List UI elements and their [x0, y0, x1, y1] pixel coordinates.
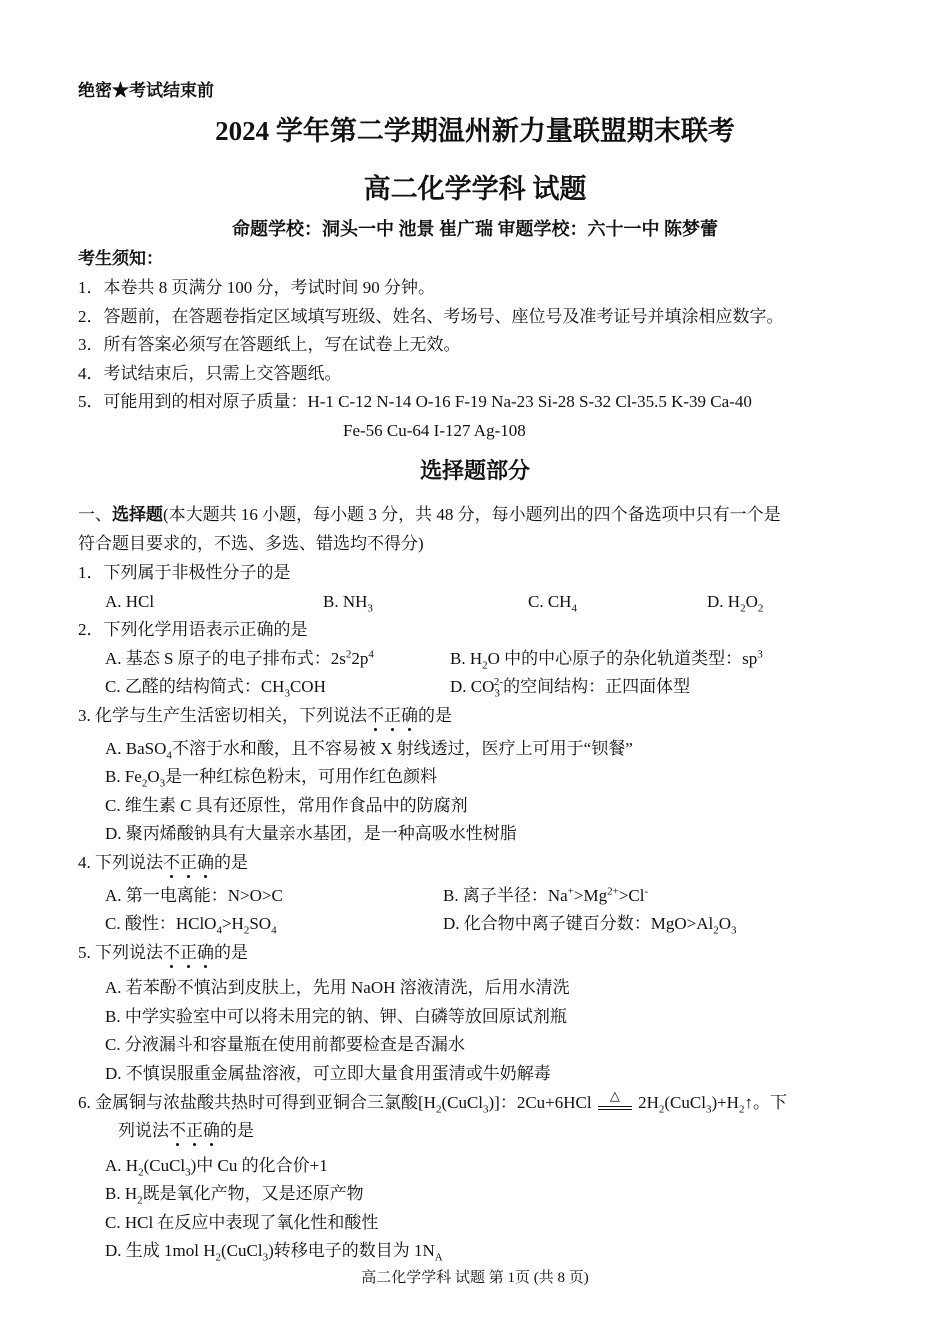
exam-title: 2024 学年第二学期温州新力量联盟期末联考 — [215, 116, 735, 146]
q2-option-c: C. 乙醛的结构简式：$CH_3COH$ — [105, 677, 326, 700]
notice-item-2: 2．答题前，在答题卷指定区域填写班级、姓名、考场号、座位号及准考证号并填涂相应数字。 — [78, 307, 784, 326]
q5-option-c: C. 分液漏斗和容量瓶在使用前都要检查是否漏水 — [105, 1035, 465, 1054]
q3-option-d: D. 聚丙烯酸钠具有大量亲水基团，是一种高吸水性树脂 — [105, 824, 517, 843]
q2-option-a: A. 基态 S 原子的电子排布式：$2s^22p^4$ — [105, 648, 374, 668]
q4-option-b: B. 离子半径：$Na^+>Mg^{2+}>Cl^-$ — [443, 885, 649, 905]
q3-option-b: B. $Fe_2O_3$是一种红棕色粉末，可用作红色颜料 — [105, 767, 438, 790]
q1-option-a: A. HCl — [105, 592, 155, 611]
q5-option-b: B. 中学实验室中可以将未用完的钠、钾、白磷等放回原试剂瓶 — [105, 1007, 567, 1026]
q6-stem-cont: 列说法不正确的是 — [118, 1121, 254, 1140]
notice-item-4: 4．考试结束后，只需上交答题纸。 — [78, 364, 342, 383]
q3-stem: 3. 化学与生产生活密切相关，下列说法不正确的是 — [78, 706, 452, 725]
q1-stem: 1．下列属于非极性分子的是 — [78, 563, 291, 582]
page-footer: 高二化学学科 试题 第 1页 (共 8 页) — [361, 1270, 589, 1286]
q2-stem: 2．下列化学用语表示正确的是 — [78, 620, 308, 639]
q5-option-d: D. 不慎误服重金属盐溶液，可立即大量食用蛋清或牛奶解毒 — [105, 1064, 551, 1083]
q2-option-d: D. $CO_3^{2-}$的空间结构：正四面体型 — [450, 676, 691, 700]
q4-stem: 4. 下列说法不正确的是 — [78, 853, 248, 872]
q2-option-b: B. $H_2O$ 中的中心原子的杂化轨道类型：$sp^3$ — [450, 648, 763, 672]
exam-subject: 高二化学学科 试题 — [363, 174, 587, 204]
q6-option-b: B. $H_2$既是氧化产物，又是还原产物 — [105, 1184, 364, 1207]
part1-intro-cont: 符合题目要求的，不选、多选、错选均不得分) — [78, 534, 424, 553]
part1-intro: 一、选择题(本大题共 16 小题，每小题 3 分，共 48 分，每小题列出的四个备选项中只有一个是 — [78, 505, 781, 524]
exam-authors: 命题学校：洞头一中 池景 崔广瑞 审题学校：六十一中 陈梦蕾 — [232, 219, 718, 239]
q4-option-a: A. 第一电离能：N>O>C — [105, 886, 283, 905]
q4-option-d: D. 化合物中离子键百分数：$MgO>Al_2O_3$ — [443, 914, 737, 937]
q5-option-a: A. 若苯酚不慎沾到皮肤上，先用 NaOH 溶液清洗，后用水清洗 — [105, 978, 570, 997]
notice-item-3: 3．所有答案必须写在答题纸上，写在试卷上无效。 — [78, 335, 461, 354]
confidential-label: 绝密★考试结束前 — [78, 81, 214, 100]
notice-heading: 考生须知： — [78, 249, 163, 268]
q6-option-d: D. 生成 1mol $H_2(CuCl_3)$转移电子的数目为 $1N_A$ — [105, 1241, 443, 1264]
notice-item-5: 5．可能用到的相对原子质量：H-1 C-12 N-14 O-16 F-19 Na-23 Si-28 S-32 Cl-35.5 K-39 Ca-40 — [78, 392, 752, 411]
notice-item-5-cont: Fe-56 Cu-64 I-127 Ag-108 — [343, 421, 526, 440]
q3-option-a: A. BaSO$_4$不溶于水和酸，且不容易被 X 射线透过，医疗上可用于“钡餐” — [105, 739, 633, 762]
q3-option-c: C. 维生素 C 具有还原性，常用作食品中的防腐剂 — [105, 796, 468, 815]
q1-option-b: B. $NH_3$ — [323, 592, 373, 615]
q1-option-d: D. $H_2O_2$ — [707, 592, 764, 615]
section-title: 选择题部分 — [419, 458, 530, 483]
q5-stem: 5. 下列说法不正确的是 — [78, 943, 248, 962]
q4-option-c: C. 酸性：$HClO_4>H_2SO_4$ — [105, 914, 277, 937]
q1-option-c: C. $CH_4$ — [528, 592, 577, 615]
notice-item-1: 1．本卷共 8 页满分 100 分，考试时间 90 分钟。 — [78, 278, 435, 297]
q6-option-c: C. HCl 在反应中表现了氧化性和酸性 — [105, 1213, 379, 1232]
q6-stem: 6. 金属铜与浓盐酸共热时可得到亚铜合三氯酸$[H_2(CuCl_3)]$：2Cu+6HCl △ $2H_2(CuCl_3)+H_2↑$。下 — [78, 1088, 787, 1116]
q6-option-a: A. $H_2(CuCl_3)$中 Cu 的化合价+1 — [105, 1156, 328, 1179]
heating-condition-icon: △ — [596, 1094, 634, 1111]
